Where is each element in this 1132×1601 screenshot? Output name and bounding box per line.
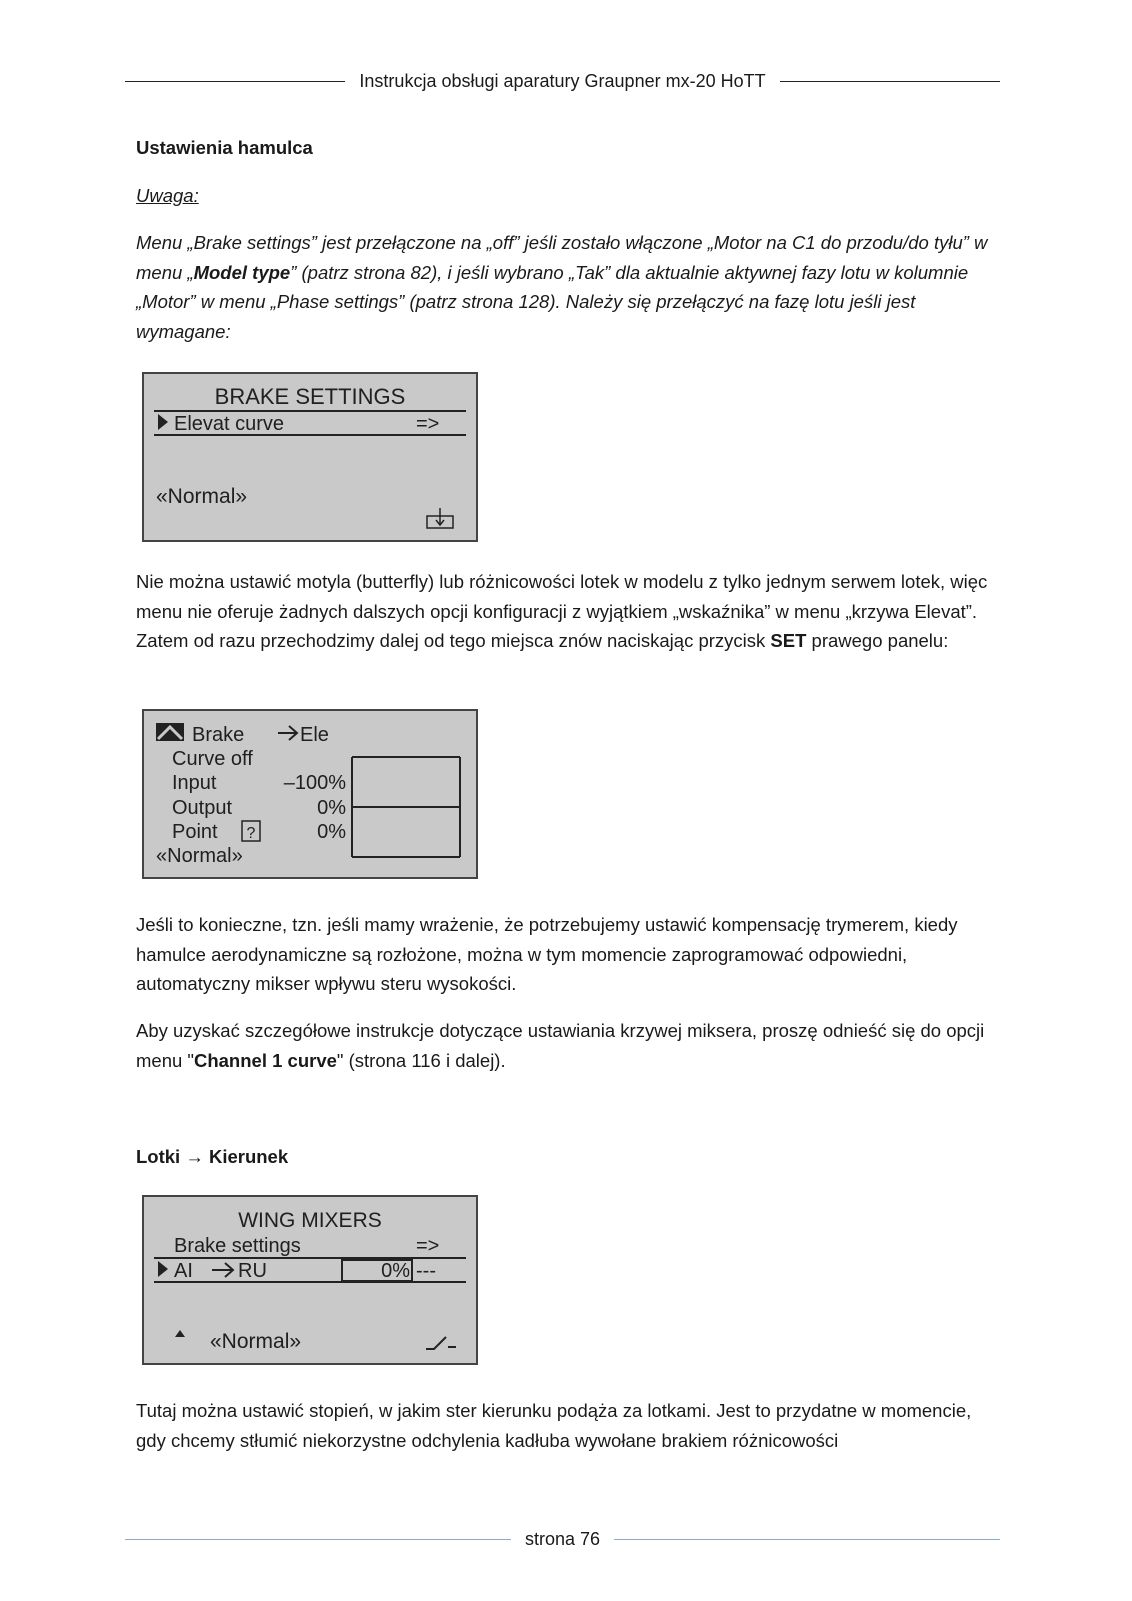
footer-rule-left <box>125 1539 511 1540</box>
lcd2-row-label: Output <box>172 797 233 819</box>
lcd3-row2-value: 0% <box>381 1260 410 1282</box>
para2-text-1: Nie można ustawić motyla (butterfly) lub różnicowości lotek w modelu z tylko jednym serwem lotek, więc menu nie oferuje żadnych dalszych opcji konfiguracji z wyjątkiem „wskaźnika” w menu „krzywa Elevat”. Zatem od razu przechodzimy dalej od tego miejsca znów naciskając przycisk <box>136 571 988 651</box>
note-bold: Model type <box>193 261 291 283</box>
footer-rule-right <box>614 1539 1000 1540</box>
lcd2-row-label: Curve off <box>172 748 253 770</box>
lcd3-title: WING MIXERS <box>238 1209 382 1232</box>
lcd2-row-value: 0% <box>317 797 346 819</box>
lcd-wing-mixers <box>142 1195 478 1365</box>
page-header <box>125 68 1000 94</box>
header-rule-right <box>780 81 1000 82</box>
lcd1-title: BRAKE SETTINGS <box>214 384 406 409</box>
header-rule-left <box>125 81 345 82</box>
lcd2-row-value: –100% <box>283 772 346 794</box>
lcd1-arrow: => <box>416 413 440 435</box>
lcd3-row1-label: Brake settings <box>174 1235 301 1257</box>
para4-text-2: " (strona 116 i dalej). <box>336 1049 506 1071</box>
cursor-triangle-icon <box>158 414 168 430</box>
set-key-label: SET <box>770 630 807 651</box>
section-heading-brake: Ustawienia hamulca <box>136 137 313 158</box>
channel-curve-label: Channel 1 curve <box>193 1049 337 1071</box>
lcd1-phase: «Normal» <box>156 485 248 508</box>
lcd3-phase: «Normal» <box>210 1330 302 1353</box>
note-text-1: Menu „Brake settings” jest przełączone na „off” jeśli zostało włączone „Motor na C1 do przodu/do tyłu” w menu „ <box>136 232 988 283</box>
right-arrow-icon <box>278 726 297 740</box>
note-paragraph <box>136 228 1006 346</box>
note-label: Uwaga: <box>136 185 199 206</box>
paragraph-rudder-follow: Tutaj można ustawić stopień, w jakim ster kierunku podąża za lotkami. Jest to przydatne w momencie, gdy chcemy stłumić niekorzystne odchylenia kadłuba wywołane brakiem różnicowości <box>136 1400 972 1451</box>
point-marker: ? <box>246 825 256 842</box>
up-triangle-icon <box>175 1330 185 1337</box>
paragraph-curve-reference <box>136 1016 1006 1075</box>
lcd2-row-label: Input <box>172 772 217 794</box>
lcd2-title-right: Ele <box>300 724 329 746</box>
right-arrow-icon <box>212 1263 233 1277</box>
lcd2-phase: «Normal» <box>156 845 243 867</box>
note-text-2: ” (patrz strona 82), i jeśli wybrano „Tak” dla aktualnie aktywnej fazy lotu w kolumnie „Motor” w menu „Phase settings” (patrz strona 128). Należy się przełączyć na fazę lotu jeśli jest wymagane: <box>136 261 969 342</box>
page-number: strona 76 <box>524 1528 601 1549</box>
lcd2-row-label: Point <box>172 821 218 843</box>
lcd-brake-settings <box>142 372 478 542</box>
back-arrow-icon <box>156 723 184 741</box>
curve-graph <box>352 757 460 857</box>
lcd-brake-ele-curve <box>142 709 478 879</box>
memory-icon <box>427 508 453 528</box>
switch-icon <box>426 1337 456 1349</box>
lcd2-title-left: Brake <box>192 724 245 746</box>
lcd3-row2-from: AI <box>174 1260 193 1282</box>
lcd1-item: Elevat curve <box>174 413 285 435</box>
paragraph-trim-compensation: Jeśli to konieczne, tzn. jeśli mamy wrażenie, że potrzebujemy ustawić kompensację trymerem, kiedy hamulce aerodynamiczne są rozłożone, można w tym momencie zaprogramować odpowiedni, automatyczny mikser wpływu steru wysokości. <box>136 914 958 994</box>
lcd3-row1-arrow: => <box>416 1235 440 1257</box>
cursor-triangle-icon <box>158 1261 168 1277</box>
para2-text-2: prawego panelu: <box>806 630 949 651</box>
paragraph-butterfly <box>136 567 1006 656</box>
page-footer <box>125 1526 1000 1552</box>
lcd3-row2-to: RU <box>238 1260 267 1282</box>
lcd2-row-value: 0% <box>317 821 346 843</box>
header-title: Instrukcja obsługi aparatury Graupner mx-20 HoTT <box>359 70 766 91</box>
lcd3-row2-dashes: --- <box>416 1260 436 1282</box>
section-heading-aileron-rudder: Lotki → Kierunek <box>136 1146 289 1167</box>
para4-text-1: Aby uzyskać szczegółowe instrukcje dotyczące ustawiania krzywej miksera, proszę odnieść się do opcji menu " <box>136 1020 985 1071</box>
